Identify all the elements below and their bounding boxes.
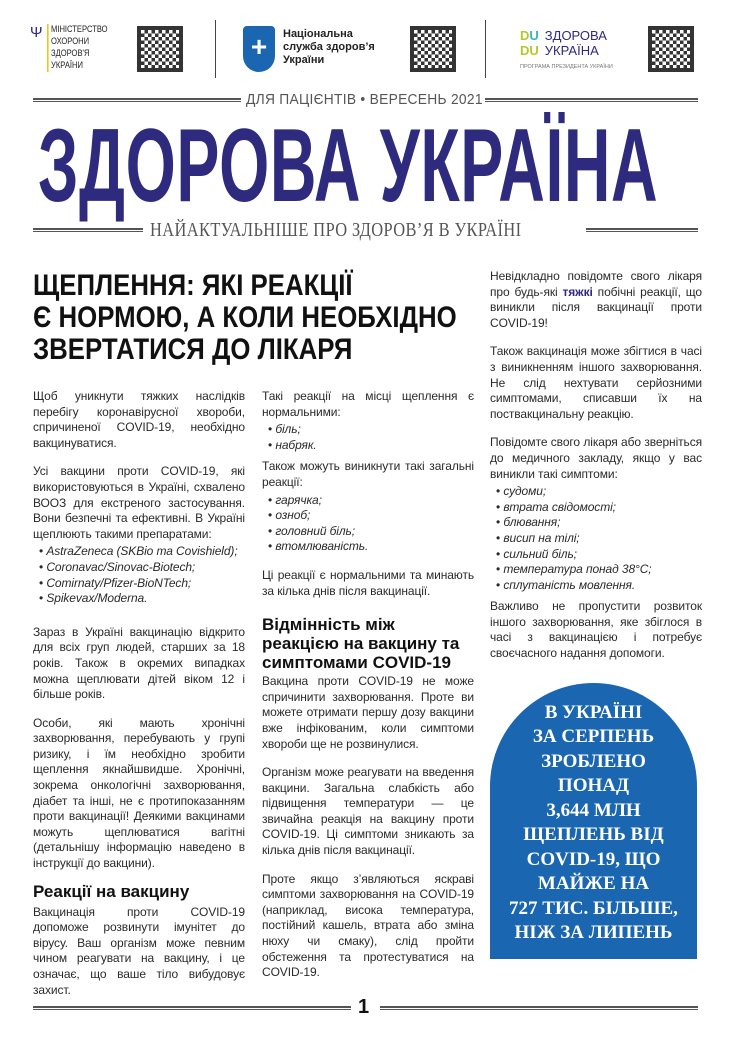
- paragraph: Усі вакцини проти COVID-19, які використовуються в Україні, схвалено ВООЗ для екстреного застосування. Вони безпечні та ефективні. В Україні щеплюють такими препаратами:: [33, 464, 245, 541]
- nszu-line: служба здоров’я: [283, 41, 375, 53]
- moz-line: УКРАЇНИ: [50, 60, 83, 71]
- trident-icon: Ψ: [30, 24, 43, 41]
- callout-line: МАЙЖЕ НА: [537, 873, 650, 895]
- list-item: • блювання;: [496, 515, 702, 531]
- qr-code-icon: [137, 26, 183, 72]
- zu-line: УКРАЇНА: [544, 43, 599, 58]
- shield-cross-icon: +: [243, 26, 275, 72]
- page-number: 1: [358, 996, 370, 1018]
- zu-tagline: ПРОГРАМА ПРЕЗИДЕНТА УКРАЇНИ: [520, 64, 613, 70]
- list-item: • Spikevax/Moderna.: [39, 591, 245, 607]
- footer-rule: [33, 1006, 351, 1010]
- article-headline: [33, 270, 457, 366]
- moz-logo: [30, 24, 122, 72]
- masthead-title: ЗДОРОВА УКРАЇНА: [38, 108, 659, 224]
- list-item: • AstraZeneca (SKBio та Covishield);: [39, 544, 245, 560]
- masthead-subtitle: НАЙАКТУАЛЬНІШЕ ПРО ЗДОРОВ’Я В УКРАЇНІ: [150, 219, 522, 241]
- column-3: [490, 269, 702, 959]
- moz-line: ЗДОРОВ'Я: [50, 48, 90, 59]
- list-item: • сплутаність мовлення.: [496, 578, 702, 594]
- list-item: • гарячка;: [268, 493, 474, 509]
- general-reactions-list: [268, 493, 474, 555]
- emphasis: тяжкі: [562, 284, 593, 299]
- qr-code-icon: [410, 26, 456, 72]
- column-1: [33, 389, 245, 1011]
- rule: [586, 228, 698, 232]
- headline-line: Є НОРМОЮ, А КОЛИ НЕОБХІДНО: [33, 301, 457, 334]
- paragraph: Зараз в Україні вакцинацію відкрито для всіх груп людей, старших за 18 років. Також в окремих випадках можна щеплювати дітей віком 12 і більше років.: [33, 624, 245, 702]
- edition-line: ДЛЯ ПАЦІЄНТІВ • ВЕРЕСЕНЬ 2021: [246, 91, 483, 108]
- column-2: [262, 389, 474, 994]
- qr-code-icon: [648, 26, 694, 72]
- list-item: • температура понад 38°C;: [496, 562, 702, 578]
- nszu-logo: [243, 26, 375, 72]
- paragraph: Повідомте свого лікаря або зверніться до медичного закладу, якщо у вас виникли такі симптоми:: [490, 435, 702, 481]
- rule: [33, 228, 143, 232]
- nszu-line: Національна: [283, 28, 353, 40]
- divider: [485, 20, 486, 78]
- section-heading: Реакції на вакцину: [33, 881, 190, 901]
- list-item: • втрата свідомості;: [496, 500, 702, 516]
- paragraph: Такі реакції на місці щеплення є нормальними:: [262, 389, 474, 419]
- nszu-line: України: [283, 54, 325, 66]
- callout-line: В УКРАЇНІ: [544, 701, 643, 723]
- callout-line: COVID-19, ЩО: [526, 848, 661, 870]
- callout-line: ЗРОБЛЕНО: [541, 750, 646, 772]
- paragraph: Важливо не пропустити розвиток іншого захворювання, яке збіглося в часі з вакцинацією і потребує своєчасного надання допомоги.: [490, 599, 702, 661]
- list-item: • набряк.: [268, 438, 474, 454]
- callout-line: ПОНАД: [557, 775, 630, 797]
- paragraph: [490, 269, 702, 331]
- callout-line: 727 ТИС. БІЛЬШЕ,: [509, 897, 678, 919]
- rule: [485, 98, 698, 102]
- section-heading: Відмінність між реакцією на вакцину та симптомами COVID-19: [262, 615, 460, 673]
- du-icon: DU DU: [520, 28, 539, 58]
- callout-line: ЩЕПЛЕНЬ ВІД: [523, 824, 664, 846]
- local-reactions-list: [268, 422, 474, 453]
- headline-line: ЗВЕРТАТИСЯ ДО ЛІКАРЯ: [33, 333, 353, 366]
- paragraph: Також можуть виникнути такі загальні реакції:: [262, 459, 474, 489]
- list-item: • судоми;: [496, 484, 702, 500]
- vaccine-list: [39, 544, 245, 606]
- list-item: • біль;: [268, 422, 474, 438]
- paragraph: Ці реакції є нормальними та минають за кілька днів після вакцинації.: [262, 567, 474, 598]
- list-item: • висип на тілі;: [496, 531, 702, 547]
- zu-line: ЗДОРОВА: [544, 28, 607, 43]
- footer-rule: [380, 1006, 698, 1010]
- symptoms-list: [496, 484, 702, 593]
- paragraph: Проте якщо з’являються яскраві симптоми захворювання на COVID-19 (наприклад, висока температура, постійний кашель, втрата або зміна нюху чи смаку), слід пройти обстеження та протестуватися на COVID-19.: [262, 871, 474, 980]
- list-item: • озноб;: [268, 508, 474, 524]
- list-item: • Coronavac/Sinovac-Biotech;: [39, 560, 245, 576]
- moz-line: ОХОРОНИ: [50, 36, 89, 47]
- text: побічні реакції, що виникли після вакцинації проти COVID-19!: [490, 284, 702, 330]
- rule: [33, 98, 241, 102]
- zu-logo: [520, 28, 613, 70]
- text: Невідкладно повідомте свого лікаря про будь-які: [490, 269, 702, 299]
- list-item: • головний біль;: [268, 524, 474, 540]
- paragraph: Щоб уникнути тяжких наслідків перебігу коронавірусної хвороби, спричиненої COVID-19, необхідно вакцинуватися.: [33, 389, 245, 450]
- headline-line: ЩЕПЛЕННЯ: ЯКІ РЕАКЦІЇ: [33, 269, 353, 302]
- list-item: • Comirnaty/Pfizer-BioNTech;: [39, 576, 245, 592]
- moz-line: МІНІСТЕРСТВО: [50, 24, 108, 35]
- paragraph: Особи, які мають хронічні захворювання, перебувають у групі ризику, і їм необхідно зробити щеплення якнайшвидше. Хронічні, зокрема онкологічні захворювання, діабет та інші, не є протипоказанням проти вакцинації! Деякими вакцинами можуть щеплюватися вагітні (детальнішу інформацію наведено в інструкції до вакцини).: [33, 715, 245, 871]
- callout-line: 3,644 МЛН: [546, 799, 641, 821]
- stats-callout: [490, 683, 697, 959]
- divider: [215, 20, 216, 78]
- paragraph: Вакцинація проти COVID-19 допоможе розвинути імунітет до вірусу. Ваш організм може певним чином реагувати на вакцину, і це означає, що ваше тіло вибудовує захист.: [33, 904, 245, 997]
- paragraph: Організм може реагувати на введення вакцини. Загальна слабкість або підвищення температури — це звичайна реакція на вакцину проти COVID-19. Ці симптоми зникають за кілька днів після вакцинації.: [262, 765, 474, 858]
- paragraph: Вакцина проти COVID-19 не може спричинити захворювання. Проте ви можете отримати першу дозу вакцини вже інфікованим, коли симптоми хвороби ще не розвинулися.: [262, 674, 474, 751]
- paragraph: Також вакцинація може збігтися в часі з виникненням іншого захворювання. Не слід нехтувати серйозними симптомами, списавши їх на поствакцинальну реакцію.: [490, 344, 702, 421]
- callout-line: ЗА СЕРПЕНЬ: [532, 726, 655, 748]
- list-item: • втомлюваність.: [268, 539, 474, 555]
- list-item: • сильний біль;: [496, 547, 702, 563]
- callout-line: НІЖ ЗА ЛИПЕНЬ: [514, 922, 673, 944]
